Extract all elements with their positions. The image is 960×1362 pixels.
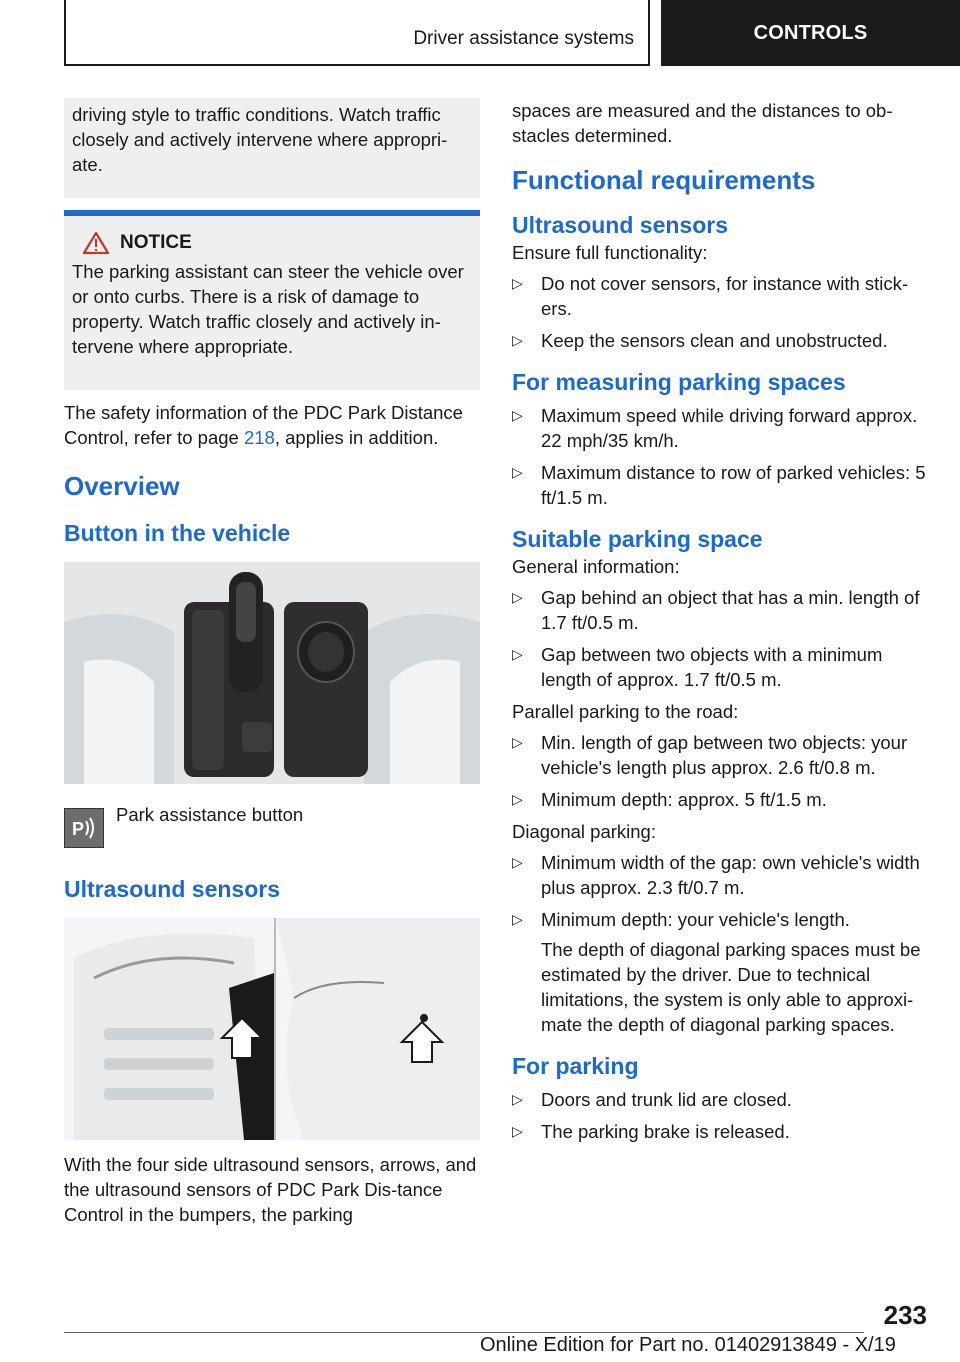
heading-for-parking: For parking — [512, 1053, 639, 1079]
list-item: ▷ Do not cover sensors, for instance with stick-ers. — [512, 271, 930, 321]
footer-rule — [64, 1332, 864, 1333]
right-column — [512, 98, 930, 1151]
general-info-label: General information: — [512, 556, 680, 577]
heading-functional-requirements: Functional requirements — [512, 165, 816, 195]
list-item: ▷ Doors and trunk lid are closed. — [512, 1087, 930, 1112]
list-item: ▷ The parking brake is released. — [512, 1119, 930, 1144]
chapter-tab[interactable]: CONTROLS — [661, 0, 960, 66]
parallel-label: Parallel parking to the road: — [512, 701, 739, 722]
list-item: ▷ Keep the sensors clean and unobstructed. — [512, 328, 930, 353]
measuring-list — [512, 403, 930, 510]
notice-title: NOTICE — [120, 232, 192, 253]
general-list — [512, 585, 930, 692]
ultrasound-list — [512, 271, 930, 353]
list-item: ▷ Gap between two objects with a minimum length of approx. 1.7 ft/0.5 m. — [512, 642, 930, 692]
heading-ultrasound-sensors-right: Ultrasound sensors — [512, 212, 728, 238]
diagonal-note: The depth of diagonal parking spaces must be estimated by the driver. Due to technical limitations, the system is only able to approxi-mate the depth of diagonal parking spaces. — [541, 939, 921, 1035]
warning-continuation: driving style to traffic conditions. Watch traffic closely and actively intervene where appropri-ate. — [64, 98, 480, 198]
sensors-description: With the four side ultrasound sensors, arrows, and the ultrasound sensors of PDC Park Dis-tance Control in the bumpers, the parking — [64, 1154, 477, 1225]
heading-button-in-vehicle: Button in the vehicle — [64, 520, 291, 546]
diagonal-list — [512, 850, 930, 932]
notice-body: The parking assistant can steer the vehicle over or onto curbs. There is a risk of damage to property. Watch traffic closely and actively in-tervene where appropriate. — [72, 261, 464, 357]
diagonal-label: Diagonal parking: — [512, 821, 656, 842]
page-number: 233 — [883, 1300, 927, 1330]
section-title: Driver assistance systems — [413, 28, 634, 49]
list-item: ▷ Min. length of gap between two objects: your vehicle's length plus approx. 2.6 ft/0.8 m. — [512, 730, 930, 780]
list-item: ▷ Minimum depth: approx. 5 ft/1.5 m. — [512, 787, 930, 812]
heading-measuring-spaces: For measuring parking spaces — [512, 369, 846, 395]
parallel-list — [512, 730, 930, 812]
list-item: ▷ Maximum distance to row of parked vehicles: 5 ft/1.5 m. — [512, 460, 930, 510]
continued-text: spaces are measured and the distances to ob-stacles determined. — [512, 100, 893, 146]
left-column — [64, 98, 480, 1227]
safety-reference: The safety information of the PDC Park Distance Control, refer to page 218, applies in addition. — [64, 402, 463, 448]
button-legend — [64, 802, 480, 848]
notice-box — [64, 210, 480, 390]
heading-ultrasound-sensors-left: Ultrasound sensors — [64, 876, 280, 902]
svg-text:P: P — [72, 819, 85, 839]
park-assist-label: Park assistance button — [116, 804, 304, 825]
heading-overview: Overview — [64, 471, 180, 501]
warning-triangle-icon — [82, 231, 110, 255]
heading-suitable-space: Suitable parking space — [512, 526, 763, 552]
ensure-text: Ensure full functionality: — [512, 242, 708, 263]
list-item: ▷ Maximum speed while driving forward approx. 22 mph/35 km/h. — [512, 403, 930, 453]
list-item: ▷ Gap behind an object that has a min. length of 1.7 ft/0.5 m. — [512, 585, 930, 635]
parking-list — [512, 1087, 930, 1144]
list-item: ▷ Minimum depth: your vehicle's length. — [512, 907, 930, 932]
park-assist-icon — [64, 808, 104, 848]
footer-edition: Online Edition for Part no. 01402913849 - X/19 — [480, 1334, 896, 1356]
center-console-photo — [64, 562, 480, 784]
sensor-location-photo — [64, 918, 480, 1140]
list-item: ▷ Minimum width of the gap: own vehicle's width plus approx. 2.3 ft/0.7 m. — [512, 850, 930, 900]
notice-header — [82, 230, 472, 255]
page-link[interactable]: 218 — [243, 427, 275, 448]
